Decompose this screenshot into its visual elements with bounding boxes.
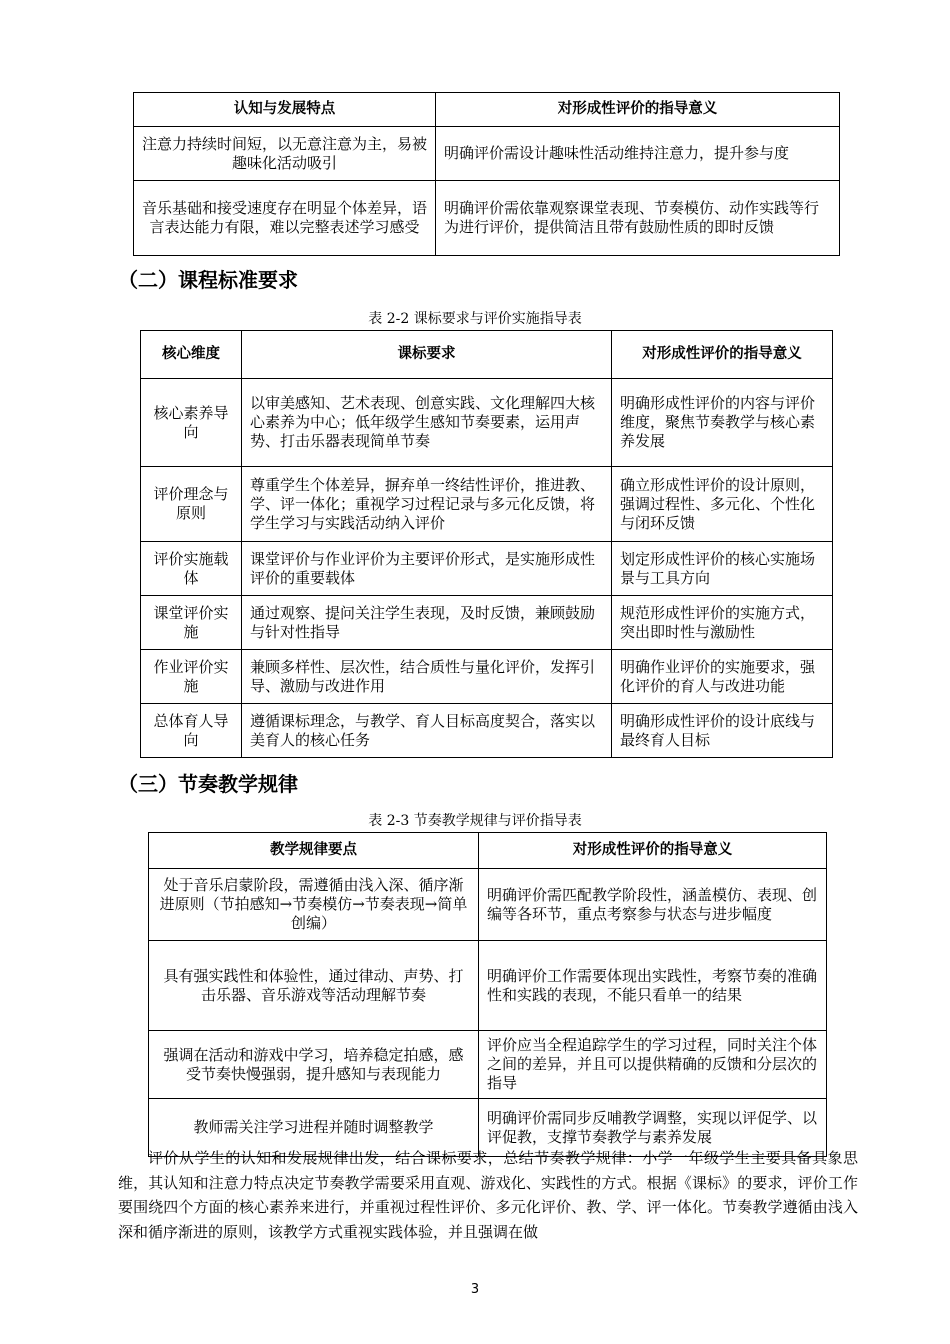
table-cell: 处于音乐启蒙阶段，需遵循由浅入深、循序渐进原则（节拍感知→节奏模仿→节奏表现→简单创编） xyxy=(149,869,479,941)
section-heading: （二）课程标准要求 xyxy=(118,268,298,292)
table-cell: 课堂评价实施 xyxy=(141,596,242,650)
table-cell: 核心素养导向 xyxy=(141,379,242,467)
table-cell: 明确形成性评价的内容与评价维度，聚焦节奏教学与核心素养发展 xyxy=(612,379,833,467)
table-caption: 表 2-3 节奏教学规律与评价指导表 xyxy=(368,813,582,829)
table-cell: 明确评价需匹配教学阶段性，涵盖模仿、表现、创编等各环节，重点考察参与状态与进步幅度 xyxy=(479,869,827,941)
table-cell: 教师需关注学习进程并随时调整教学 xyxy=(149,1099,479,1157)
table-cell: 明确评价需同步反哺教学调整，实现以评促学、以评促教，支撑节奏教学与素养发展 xyxy=(479,1099,827,1157)
table-cell: 总体育人导向 xyxy=(141,704,242,758)
table-cell: 评价理念与原则 xyxy=(141,467,242,542)
table-cell: 评价应当全程追踪学生的学习过程，同时关注个体之间的差异，并且可以提供精确的反馈和分层次的指导 xyxy=(479,1031,827,1099)
table-header: 教学规律要点 xyxy=(149,833,479,869)
table-cell: 规范形成性评价的实施方式，突出即时性与激励性 xyxy=(612,596,833,650)
curriculum-table xyxy=(140,330,833,758)
table-cell: 兼顾多样性、层次性，结合质性与量化评价，发挥引导、激励与改进作用 xyxy=(242,650,612,704)
table-cell: 遵循课标理念，与教学、育人目标高度契合，落实以美育人的核心任务 xyxy=(242,704,612,758)
table-header: 对形成性评价的指导意义 xyxy=(612,331,833,379)
body-paragraph: 评价从学生的认知和发展规律出发，结合课标要求，总结节奏教学规律：小学一年级学生主要具备具象思维，其认知和注意力特点决定节奏教学需要采用直观、游戏化、实践性的方式。根据《课标》的要求，评价工作要围绕四个方面的核心素养来进行，并重视过程性评价、多元化评价、教、学、评一体化。节奏教学遵循由浅入深和循序渐进的原则，该教学方式重视实践体验，并且强调在做 xyxy=(118,1149,858,1241)
table-cell: 确立形成性评价的设计原则，强调过程性、多元化、个性化与闭环反馈 xyxy=(612,467,833,542)
table-cell: 明确形成性评价的设计底线与最终育人目标 xyxy=(612,704,833,758)
cognition-table xyxy=(133,92,840,256)
table-cell: 注意力持续时间短，以无意注意为主，易被趣味化活动吸引 xyxy=(134,127,436,181)
table-cell: 明确评价工作需要体现出实践性，考察节奏的准确性和实践的表现，不能只看单一的结果 xyxy=(479,941,827,1031)
rhythm-table xyxy=(148,832,827,1157)
table-cell: 音乐基础和接受速度存在明显个体差异，语言表达能力有限，难以完整表述学习感受 xyxy=(134,181,436,256)
table-caption: 表 2-2 课标要求与评价实施指导表 xyxy=(368,311,582,327)
table-header: 对形成性评价的指导意义 xyxy=(479,833,827,869)
table-cell: 尊重学生个体差异，摒弃单一终结性评价，推进教、学、评一体化；重视学习过程记录与多元化反馈，将学生学习与实践活动纳入评价 xyxy=(242,467,612,542)
table-cell: 划定形成性评价的核心实施场景与工具方向 xyxy=(612,542,833,596)
table-cell: 明确评价需设计趣味性活动维持注意力，提升参与度 xyxy=(436,127,840,181)
section-heading: （三）节奏教学规律 xyxy=(118,772,298,796)
table-cell: 作业评价实施 xyxy=(141,650,242,704)
table-header: 认知与发展特点 xyxy=(134,93,436,127)
page-number: 3 xyxy=(470,1282,480,1297)
table-cell: 评价实施载体 xyxy=(141,542,242,596)
table-cell: 课堂评价与作业评价为主要评价形式，是实施形成性评价的重要载体 xyxy=(242,542,612,596)
table-cell: 具有强实践性和体验性，通过律动、声势、打击乐器、音乐游戏等活动理解节奏 xyxy=(149,941,479,1031)
table-header: 对形成性评价的指导意义 xyxy=(436,93,840,127)
table-header: 核心维度 xyxy=(141,331,242,379)
table-cell: 明确评价需依靠观察课堂表现、节奏模仿、动作实践等行为进行评价，提供简洁且带有鼓励性质的即时反馈 xyxy=(436,181,840,256)
table-cell: 强调在活动和游戏中学习，培养稳定拍感，感受节奏快慢强弱，提升感知与表现能力 xyxy=(149,1031,479,1099)
table-cell: 以审美感知、艺术表现、创意实践、文化理解四大核心素养为中心；低年级学生感知节奏要素，运用声势、打击乐器表现简单节奏 xyxy=(242,379,612,467)
table-cell: 明确作业评价的实施要求，强化评价的育人与改进功能 xyxy=(612,650,833,704)
table-cell: 通过观察、提问关注学生表现，及时反馈，兼顾鼓励与针对性指导 xyxy=(242,596,612,650)
table-header: 课标要求 xyxy=(242,331,612,379)
